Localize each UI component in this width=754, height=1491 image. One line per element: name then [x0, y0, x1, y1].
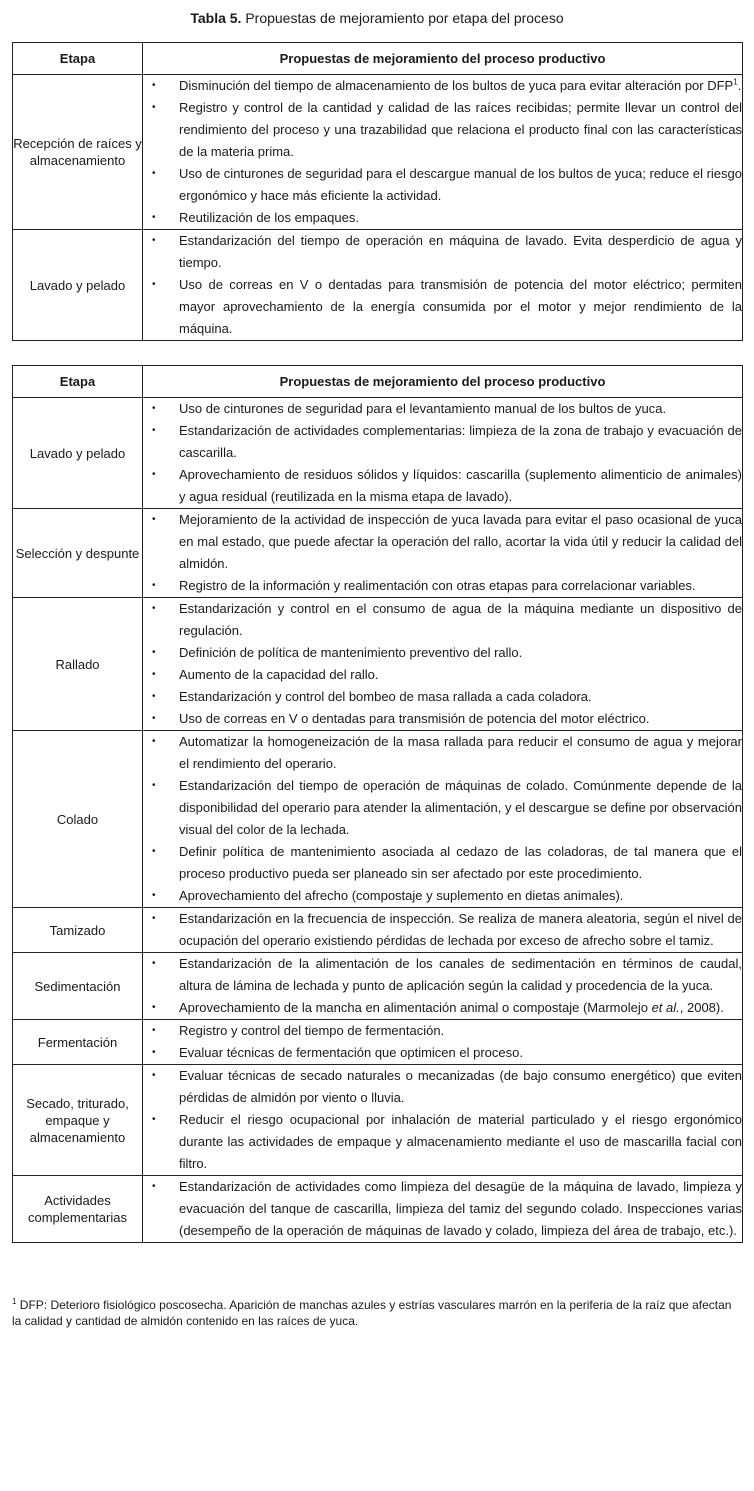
proposal-text: Estandarización del tiempo de operación de máquinas de colado. Comúnmente depende de la disponibilidad del operario para atender la alimentación, y el descargue se define por observación visual del color de la lechada. [179, 778, 742, 837]
proposal-item [143, 464, 742, 508]
bullet-icon: • [152, 168, 156, 179]
proposal-text: Definición de política de mantenimiento preventivo del rallo. [179, 645, 523, 660]
proposal-text: Mejoramiento de la actividad de inspección de yuca lavada para evitar el paso ocasional de yuca en mal estado, que puede afectar la operación del rallo, acortar la vida útil y reducir la calidad del almidón. [179, 512, 742, 571]
proposals-cell [143, 75, 743, 230]
header-proposals: Propuestas de mejoramiento del proceso productivo [143, 366, 743, 398]
proposal-item [143, 598, 742, 642]
bullet-icon: • [152, 691, 156, 702]
header-stage: Etapa [13, 366, 143, 398]
table-row [13, 230, 743, 341]
proposal-text: Estandarización y control en el consumo de agua de la máquina mediante un dispositivo de regulación. [179, 601, 742, 638]
proposal-item [143, 1042, 742, 1064]
bullet-icon: • [152, 780, 156, 791]
bullet-icon: • [152, 1070, 156, 1081]
bullet-icon: • [152, 425, 156, 436]
proposal-item [143, 398, 742, 420]
proposal-text: Estandarización de actividades como limpieza del desagüe de la máquina de lavado, limpieza y evacuación del tanque de cascarilla, limpieza del tamiz del segundo colado. Inspecciones varias (desempeño de la operación de máquinas de lavado y colado, limpieza del área de trabajo, etc.). [179, 1179, 742, 1238]
bullet-icon: • [152, 279, 156, 290]
proposal-text: Estandarización del tiempo de operación en máquina de lavado. Evita desperdicio de agua y tiempo. [179, 233, 742, 270]
bullet-icon: • [152, 846, 156, 857]
proposal-text: Uso de correas en V o dentadas para transmisión de potencia del motor eléctrico. [179, 711, 650, 726]
proposals-cell [143, 731, 743, 908]
bullet-icon: • [152, 469, 156, 480]
footnote-ref: 1 [733, 77, 738, 87]
proposal-item [143, 841, 742, 885]
proposal-list [143, 731, 742, 907]
bullet-icon: • [152, 514, 156, 525]
table-row [13, 731, 743, 908]
proposal-text: Uso de correas en V o dentadas para transmisión de potencia del motor eléctrico; permiten mayor aprovechamiento de la energía consumida por el motor y mejor rendimiento de la máquina. [179, 277, 742, 336]
table-row [13, 75, 743, 230]
footnote-mark: 1 [12, 1297, 17, 1306]
proposal-text: Definir política de mantenimiento asociada al cedazo de las coladoras, de tal manera que el proceso productivo pueda ser planeado sin ser afectado por este procedimiento. [179, 844, 742, 881]
table-row [13, 953, 743, 1020]
proposal-item [143, 274, 742, 340]
proposals-table-part-1 [12, 42, 743, 341]
table-caption [0, 9, 754, 27]
stage-cell: Lavado y pelado [13, 230, 143, 341]
proposal-list [143, 398, 742, 508]
bullet-icon: • [152, 603, 156, 614]
proposal-item [143, 1176, 742, 1242]
bullet-icon: • [152, 403, 156, 414]
proposal-text: Estandarización de actividades complementarias: limpieza de la zona de trabajo y evacuación de cascarilla. [179, 423, 742, 460]
bullet-icon: • [152, 958, 156, 969]
proposal-text: Estandarización de la alimentación de los canales de sedimentación en términos de caudal, altura de lámina de lechada y punto de aplicación según la calidad y procedencia de la yuca. [179, 956, 742, 993]
footnote [12, 1297, 744, 1329]
proposal-item [143, 1065, 742, 1109]
footnote-text: DFP: Deterioro fisiológico poscosecha. Aparición de manchas azules y estrías vasculares marrón en la periferia de la raíz que afectan la calidad y cantidad de almidón contenido en las raíces de yuca. [12, 1298, 732, 1328]
proposal-text-tail: , 2008). [679, 1000, 724, 1015]
table-row [13, 598, 743, 731]
bullet-icon: • [152, 647, 156, 658]
proposal-text: Estandarización y control del bombeo de masa rallada a cada coladora. [179, 689, 592, 704]
table-row [13, 1176, 743, 1243]
proposal-item [143, 953, 742, 997]
bullet-icon: • [152, 102, 156, 113]
bullet-icon: • [152, 1047, 156, 1058]
table-row [13, 1065, 743, 1176]
proposal-item [143, 686, 742, 708]
bullet-icon: • [152, 212, 156, 223]
bullet-icon: • [152, 913, 156, 924]
proposal-list [143, 230, 742, 340]
proposal-text: Reducir el riesgo ocupacional por inhalación de material particulado y el riesgo ergonómico durante las actividades de empaque y almacenamiento mediante el uso de mascarilla facial con filtro. [179, 1112, 742, 1171]
proposal-text: Aprovechamiento de la mancha en alimentación animal o compostaje (Marmolejo [179, 1000, 652, 1015]
table-row [13, 398, 743, 509]
stage-cell: Fermentación [13, 1020, 143, 1065]
proposal-item [143, 775, 742, 841]
stage-cell: Selección y despunte [13, 509, 143, 598]
proposal-item [143, 908, 742, 952]
proposals-cell [143, 598, 743, 731]
stage-cell: Rallado [13, 598, 143, 731]
proposal-item [143, 997, 742, 1019]
bullet-icon: • [152, 1025, 156, 1036]
proposal-text: Evaluar técnicas de secado naturales o mecanizadas (de bajo consumo energético) que eviten pérdidas de almidón por viento o lluvia. [179, 1068, 742, 1105]
bullet-icon: • [152, 80, 156, 91]
table-row [13, 908, 743, 953]
stage-cell: Sedimentación [13, 953, 143, 1020]
proposal-text: Uso de cinturones de seguridad para el levantamiento manual de los bultos de yuca. [179, 401, 667, 416]
proposals-cell [143, 908, 743, 953]
proposal-text: Registro y control del tiempo de fermentación. [179, 1023, 445, 1038]
bullet-icon: • [152, 580, 156, 591]
proposal-item [143, 731, 742, 775]
proposal-list [143, 1065, 742, 1175]
proposal-text: Automatizar la homogeneización de la masa rallada para reducir el consumo de agua y mejorar el rendimiento del operario. [179, 734, 742, 771]
stage-cell: Lavado y pelado [13, 398, 143, 509]
bullet-icon: • [152, 890, 156, 901]
proposal-item [143, 575, 742, 597]
proposal-list [143, 1020, 742, 1064]
proposal-item [143, 420, 742, 464]
header-proposals: Propuestas de mejoramiento del proceso productivo [143, 43, 743, 75]
stage-cell: Colado [13, 731, 143, 908]
proposal-italic: et al. [651, 1000, 680, 1015]
proposal-text: Uso de cinturones de seguridad para el descargue manual de los bultos de yuca; reduce el riesgo ergonómico y hace más eficiente la actividad. [179, 166, 742, 203]
proposals-table-part-2 [12, 365, 743, 1243]
proposal-item [143, 642, 742, 664]
table-header-row [13, 43, 743, 75]
proposal-text: Registro y control de la cantidad y calidad de las raíces recibidas; permite llevar un control del rendimiento del proceso y una trazabilidad que relaciona el producto final con las características de la materia prima. [179, 100, 742, 159]
proposal-item [143, 1020, 742, 1042]
proposal-text: Aprovechamiento de residuos sólidos y líquidos: cascarilla (suplemento alimenticio de animales) y agua residual (reutilizada en la misma etapa de lavado). [179, 467, 742, 504]
caption-label: Tabla 5. [190, 10, 242, 26]
proposal-text: Estandarización en la frecuencia de inspección. Se realiza de manera aleatoria, según el nivel de ocupación del operario existiendo pérdidas de lechada por exceso de afrecho sobre el tamiz. [179, 911, 742, 948]
table-body-2 [13, 398, 743, 1243]
bullet-icon: • [152, 1002, 156, 1013]
proposal-text: Evaluar técnicas de fermentación que optimicen el proceso. [179, 1045, 523, 1060]
proposal-item [143, 230, 742, 274]
proposal-item [143, 509, 742, 575]
proposal-list [143, 598, 742, 730]
proposal-item [143, 885, 742, 907]
bullet-icon: • [152, 713, 156, 724]
caption-text: Propuestas de mejoramiento por etapa del proceso [241, 10, 564, 26]
proposal-text: Registro de la información y realimentación con otras etapas para correlacionar variables. [179, 578, 696, 593]
proposal-text-tail: . [737, 78, 742, 93]
bullet-icon: • [152, 235, 156, 246]
header-stage: Etapa [13, 43, 143, 75]
proposal-text: Disminución del tiempo de almacenamiento de los bultos de yuca para evitar alteración por DFP [179, 78, 734, 93]
proposal-text: Aumento de la capacidad del rallo. [179, 667, 379, 682]
bullet-icon: • [152, 736, 156, 747]
proposal-item [143, 163, 742, 207]
table-body-1 [13, 75, 743, 341]
stage-cell: Actividades complementarias [13, 1176, 143, 1243]
proposal-list [143, 953, 742, 1019]
proposal-item [143, 664, 742, 686]
table-header-row [13, 366, 743, 398]
bullet-icon: • [152, 669, 156, 680]
proposal-text: Reutilización de los empaques. [179, 210, 359, 225]
proposal-list [143, 75, 742, 229]
bullet-icon: • [152, 1114, 156, 1125]
proposal-list [143, 509, 742, 597]
proposals-cell [143, 1020, 743, 1065]
proposals-cell [143, 509, 743, 598]
proposal-item [143, 207, 742, 229]
proposal-item [143, 97, 742, 163]
proposal-item [143, 708, 742, 730]
proposal-item [143, 75, 742, 97]
stage-cell: Tamizado [13, 908, 143, 953]
proposal-item [143, 1109, 742, 1175]
table-row [13, 509, 743, 598]
bullet-icon: • [152, 1181, 156, 1192]
proposals-cell [143, 1065, 743, 1176]
stage-cell: Recepción de raíces y almacenamiento [13, 75, 143, 230]
proposal-list [143, 1176, 742, 1242]
proposals-cell [143, 953, 743, 1020]
proposals-cell [143, 398, 743, 509]
proposals-cell [143, 1176, 743, 1243]
table-row [13, 1020, 743, 1065]
proposals-cell [143, 230, 743, 341]
proposal-list [143, 908, 742, 952]
stage-cell: Secado, triturado, empaque y almacenamiento [13, 1065, 143, 1176]
proposal-text: Aprovechamiento del afrecho (compostaje y suplemento en dietas animales). [179, 888, 624, 903]
